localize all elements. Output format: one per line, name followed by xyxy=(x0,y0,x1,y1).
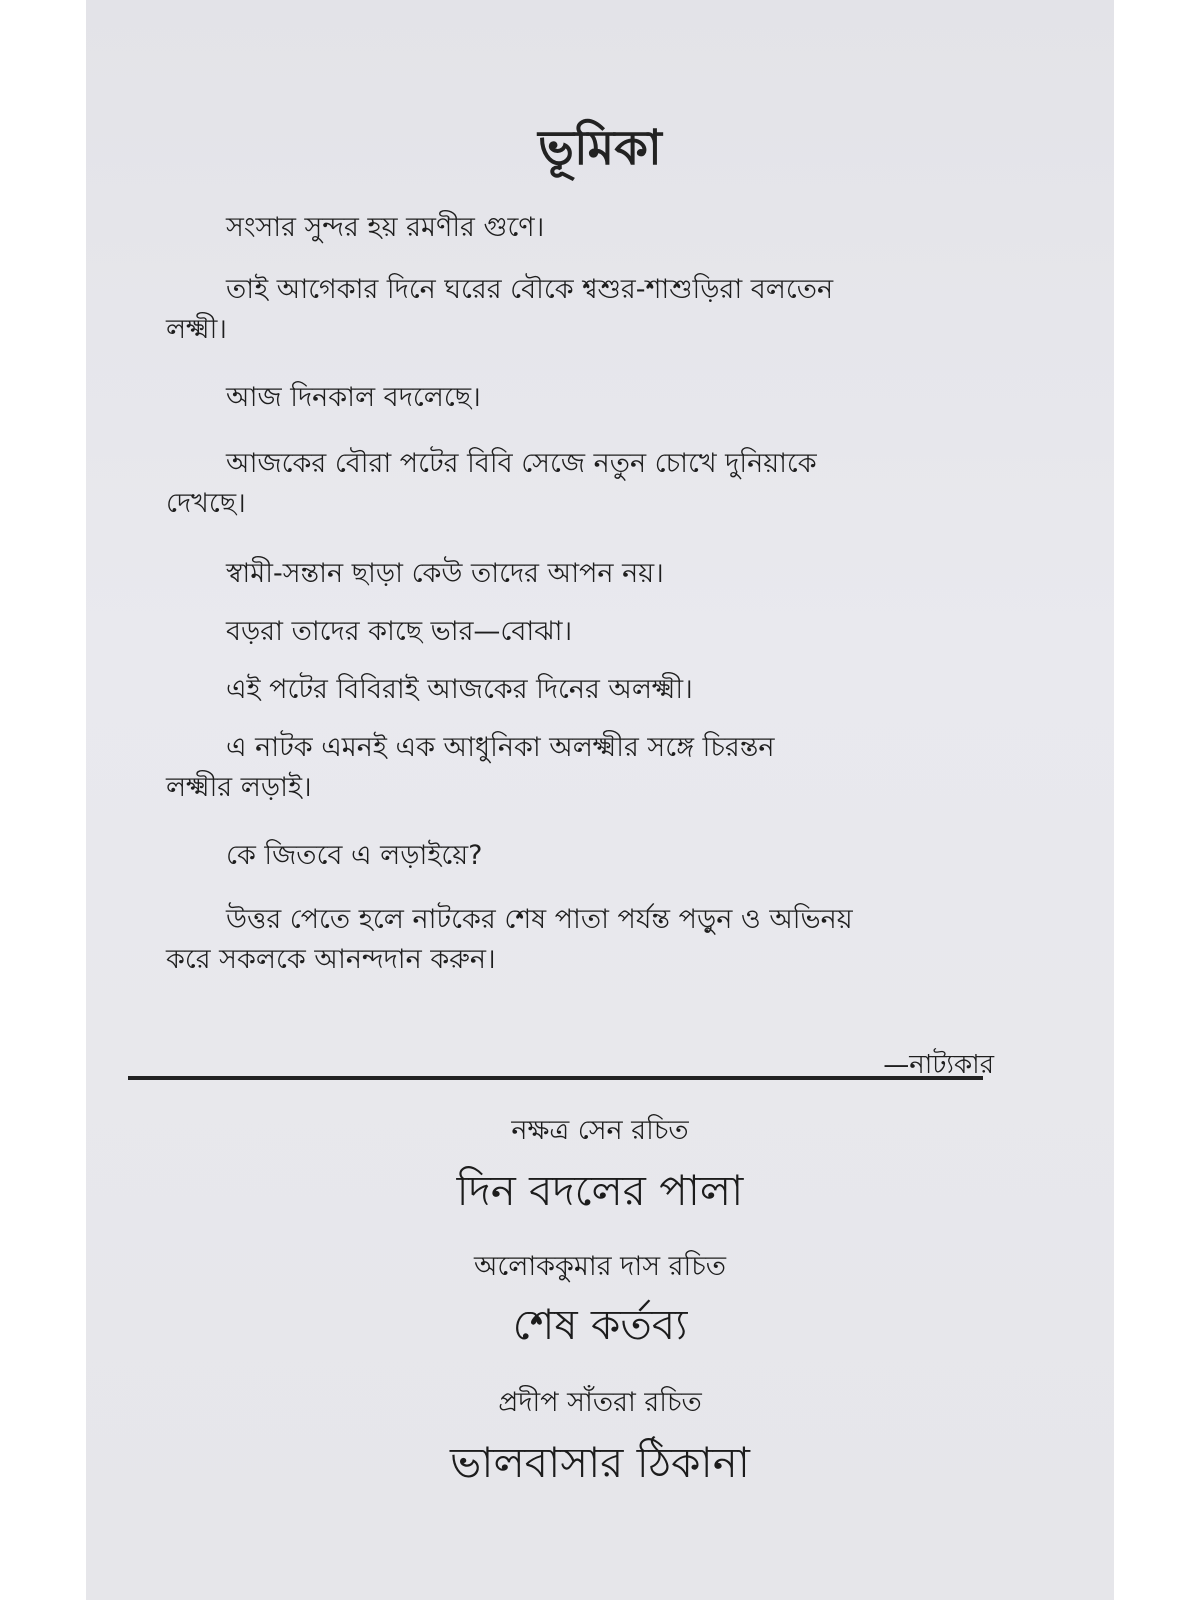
playwright-attribution: —নাট্যকার xyxy=(883,1050,994,1080)
paragraph-line: কে জিতবে এ লড়াইয়ে? xyxy=(226,840,483,871)
preface-paragraph xyxy=(166,378,1096,418)
credit-play-title: দিন বদলের পালা xyxy=(456,1166,744,1215)
book-page xyxy=(86,0,1114,1600)
paragraph-line: আজকের বৌরা পটের বিবি সেজে নতুন চোখে দুনিয়াকে xyxy=(226,448,817,479)
preface-heading: ভূমিকা xyxy=(538,120,662,176)
preface-paragraph xyxy=(166,670,1096,710)
paragraph-line: স্বামী-সন্তান ছাড়া কেউ তাদের আপন নয়। xyxy=(226,558,664,589)
paragraph-line: এ নাটক এমনই এক আধুনিকা অলক্ষ্মীর সঙ্গে চিরন্তন xyxy=(226,732,775,763)
credit-author: নক্ষত্র সেন রচিত xyxy=(511,1115,689,1146)
credit-play-title: শেষ কর্তব্য xyxy=(512,1300,688,1349)
preface-paragraph xyxy=(166,728,1096,808)
paragraph-line: সংসার সুন্দর হয় রমণীর গুণে। xyxy=(226,212,545,243)
credit-author: প্রদীপ সাঁতরা রচিত xyxy=(498,1387,702,1418)
preface-paragraph xyxy=(166,208,1096,248)
credit-author: অলোককুমার দাস রচিত xyxy=(473,1251,727,1282)
preface-paragraph xyxy=(166,612,1096,652)
paragraph-line: লক্ষ্মীর লড়াই। xyxy=(166,772,312,803)
paragraph-line: উত্তর পেতে হলে নাটকের শেষ পাতা পর্যন্ত পড়ুন ও অভিনয় xyxy=(226,904,853,935)
preface-paragraph xyxy=(166,444,1096,524)
paragraph-line: তাই আগেকার দিনে ঘরের বৌকে শ্বশুর-শাশুড়িরা বলতেন xyxy=(226,274,834,305)
preface-paragraph xyxy=(166,900,1096,980)
preface-paragraph xyxy=(166,554,1096,594)
paragraph-line: দেখছে। xyxy=(166,488,246,519)
credit-play-title: ভালবাসার ঠিকানা xyxy=(450,1438,750,1487)
preface-paragraph xyxy=(166,270,1096,350)
paragraph-line: করে সকলকে আনন্দদান করুন। xyxy=(166,944,496,975)
paragraph-line: বড়রা তাদের কাছে ভার—বোঝা। xyxy=(226,616,573,647)
preface-paragraph xyxy=(166,836,1096,876)
section-divider xyxy=(128,1076,983,1080)
paragraph-line: আজ দিনকাল বদলেছে। xyxy=(226,382,481,413)
paragraph-line: লক্ষ্মী। xyxy=(166,314,227,345)
paragraph-line: এই পটের বিবিরাই আজকের দিনের অলক্ষ্মী। xyxy=(226,674,693,705)
